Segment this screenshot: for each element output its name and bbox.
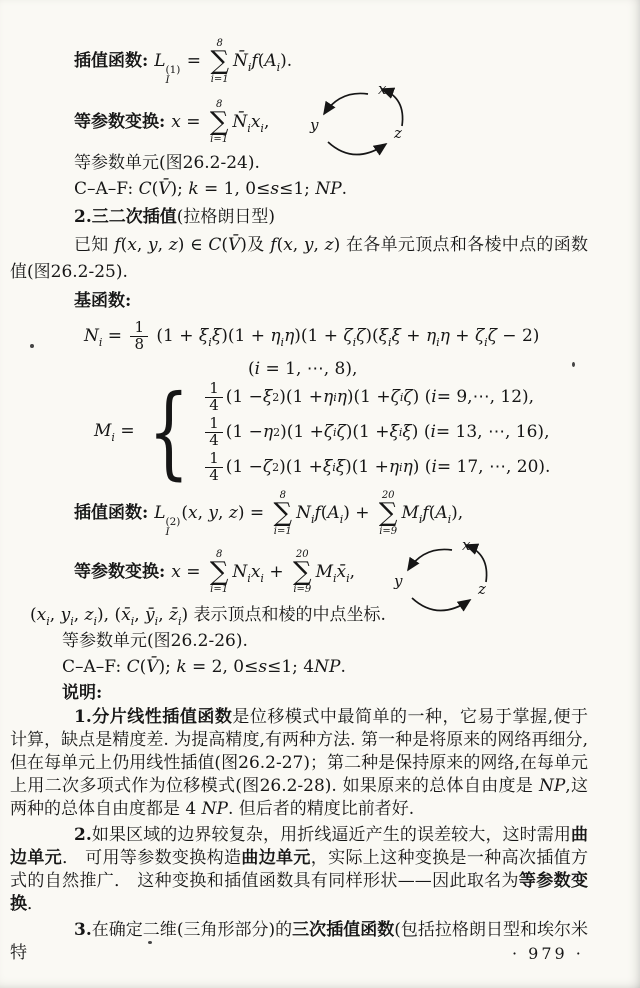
axis-label-x: x bbox=[462, 536, 471, 554]
axis-label-x: x bbox=[378, 80, 387, 98]
scan-speck bbox=[148, 941, 152, 944]
formula-text: $N_i$ = $\frac{1}{8}$ $(1 + \xi_i\xi)(1 + \eta_i\eta)(1 + \zeta_i\zeta)(\xi_i\xi + \eta_i\eta + \zeta_i\zeta - 2)$ bbox=[84, 317, 540, 353]
axis-label-y: y bbox=[310, 116, 319, 134]
line-text: 等参数单元(图26.2-26). bbox=[62, 631, 248, 651]
line-caf-1 bbox=[74, 176, 588, 202]
scan-speck bbox=[30, 344, 34, 348]
arrow-y-to-z bbox=[328, 142, 386, 155]
note-paragraph-3 bbox=[10, 919, 588, 965]
scan-speck bbox=[572, 362, 575, 367]
axis-label-y: y bbox=[394, 572, 403, 590]
heading-text: 2.三二次插值(拉格朗日型) bbox=[74, 207, 276, 227]
heading-notes bbox=[62, 680, 588, 706]
formula-mi-lhs: $M_i$ = bbox=[94, 420, 135, 444]
formula-text: (i = 1, ⋯, 8), bbox=[248, 359, 358, 379]
line-isoparametric-element-2 bbox=[62, 628, 588, 654]
mi-case-2: $\frac{1}{4}$ (1 − η 2 )(1 + ζ i ζ )(1 + ξ i ξ ) ( i = 13, ⋯, 16), bbox=[202, 415, 550, 449]
note-paragraph-1 bbox=[10, 706, 588, 821]
paragraph-known-function bbox=[10, 232, 588, 286]
formula-text: 等参数变换: x = 8 ∑ i=1 $N_ix_i$ + 20 ∑ i=9 $M_ix̄_i$, bbox=[74, 548, 356, 596]
heading-text: 说明: bbox=[62, 683, 103, 703]
line-text: C–A–F: C(V̄); k = 2, 0≤s≤1; 4NP. bbox=[62, 657, 346, 677]
arrow-x-to-y bbox=[408, 549, 452, 570]
paragraph-text: 已知 f(x, y, z) ∈ C(V̄)及 f(x, y, z) 在各单元顶点和各棱中点的函数值(图26.2-25). bbox=[10, 235, 589, 282]
xyz-cyclic-permutation-diagram bbox=[302, 80, 422, 172]
xyz-cyclic-permutation-diagram bbox=[386, 536, 506, 628]
heading-basis-functions bbox=[74, 288, 588, 314]
line-text: ($x_i$, $y_i$, $z_i$), ($x̄_i$, $ȳ_i$, $z̄_i$) 表示顶点和棱的中点坐标. bbox=[30, 605, 386, 628]
heading-triquadratic-interpolation bbox=[74, 204, 588, 230]
mi-case-3: $\frac{1}{4}$ (1 − ζ 2 )(1 + ξ i ξ )(1 + η i η ) ( i = 17, ⋯, 20). bbox=[202, 450, 550, 484]
arrow-y-to-z bbox=[412, 598, 470, 611]
formula-interpolation-triquadratic bbox=[74, 488, 588, 540]
line-text: 等参数单元(图26.2-24). bbox=[74, 153, 260, 173]
formula-isoparametric-2 bbox=[74, 536, 588, 598]
page-number: · 979 · bbox=[512, 944, 584, 963]
axis-label-z: z bbox=[478, 580, 486, 598]
paragraph-text: 1.分片线性插值函数是位移模式中最简单的一种，它易于掌握,便于计算，缺点是精度差. 为提高精度,有两种方法. 第一种是将原来的网络再细分,但在每单元上仍用线性插值(图26.2-27)；第二种是保持原来的网络,在每单元上用二次多项式作为位移模式(图26.2-28). 如果原来的总体自由度是 NP,这两种的总体自由度都是 4 NP. 但后者的精度比前者好. bbox=[10, 707, 588, 819]
paragraph-text: 3.在确定二维(三角形部分)的三次插值函数(包括拉格朗日型和埃尔米特 bbox=[10, 920, 589, 963]
note-paragraph-2 bbox=[10, 824, 588, 916]
formula-text: 等参数变换: x = 8 ∑ i=1 $N̄_ix_i$, bbox=[74, 98, 270, 146]
paragraph-text: 2.如果区域的边界较复杂，用折线逼近产生的误差较大，这时需用曲边单元． 可用等参数变换构造曲边单元，实际上这种变换是一种高次插值方式的自然推广． 这种变换和插值函数具有同样形状——因此取名为等参数变换． bbox=[10, 825, 589, 914]
formula-ni bbox=[84, 314, 588, 358]
mi-case-1: $\frac{1}{4}$ (1 − ξ 2 )(1 + η i η )(1 + ζ i ζ ) ( i = 9,⋯, 12), bbox=[202, 380, 550, 414]
line-caf-2 bbox=[62, 654, 588, 680]
line-text: C–A–F: C(V̄); k = 1, 0≤s≤1; NP. bbox=[74, 179, 348, 199]
formula-text: 插值函数: L (2) I (x, y, z) = 8 ∑ i=1 $N_if(A_i)$ + 20 ∑ i=9 $M_if(A_i)$, bbox=[74, 490, 464, 539]
formula-ni-condition bbox=[248, 358, 588, 380]
formula-isoparametric-1 bbox=[74, 80, 588, 148]
formula-text: 插值函数: L (1) I = 8 ∑ i=1 $N̄_if(A_i)$. bbox=[74, 38, 293, 87]
left-brace: { bbox=[147, 373, 190, 490]
axis-label-z: z bbox=[394, 124, 402, 142]
formula-mi-cases bbox=[94, 373, 588, 490]
mi-case-list bbox=[202, 380, 550, 484]
heading-text: 基函数: bbox=[74, 291, 132, 311]
arrow-x-to-y bbox=[324, 93, 368, 114]
